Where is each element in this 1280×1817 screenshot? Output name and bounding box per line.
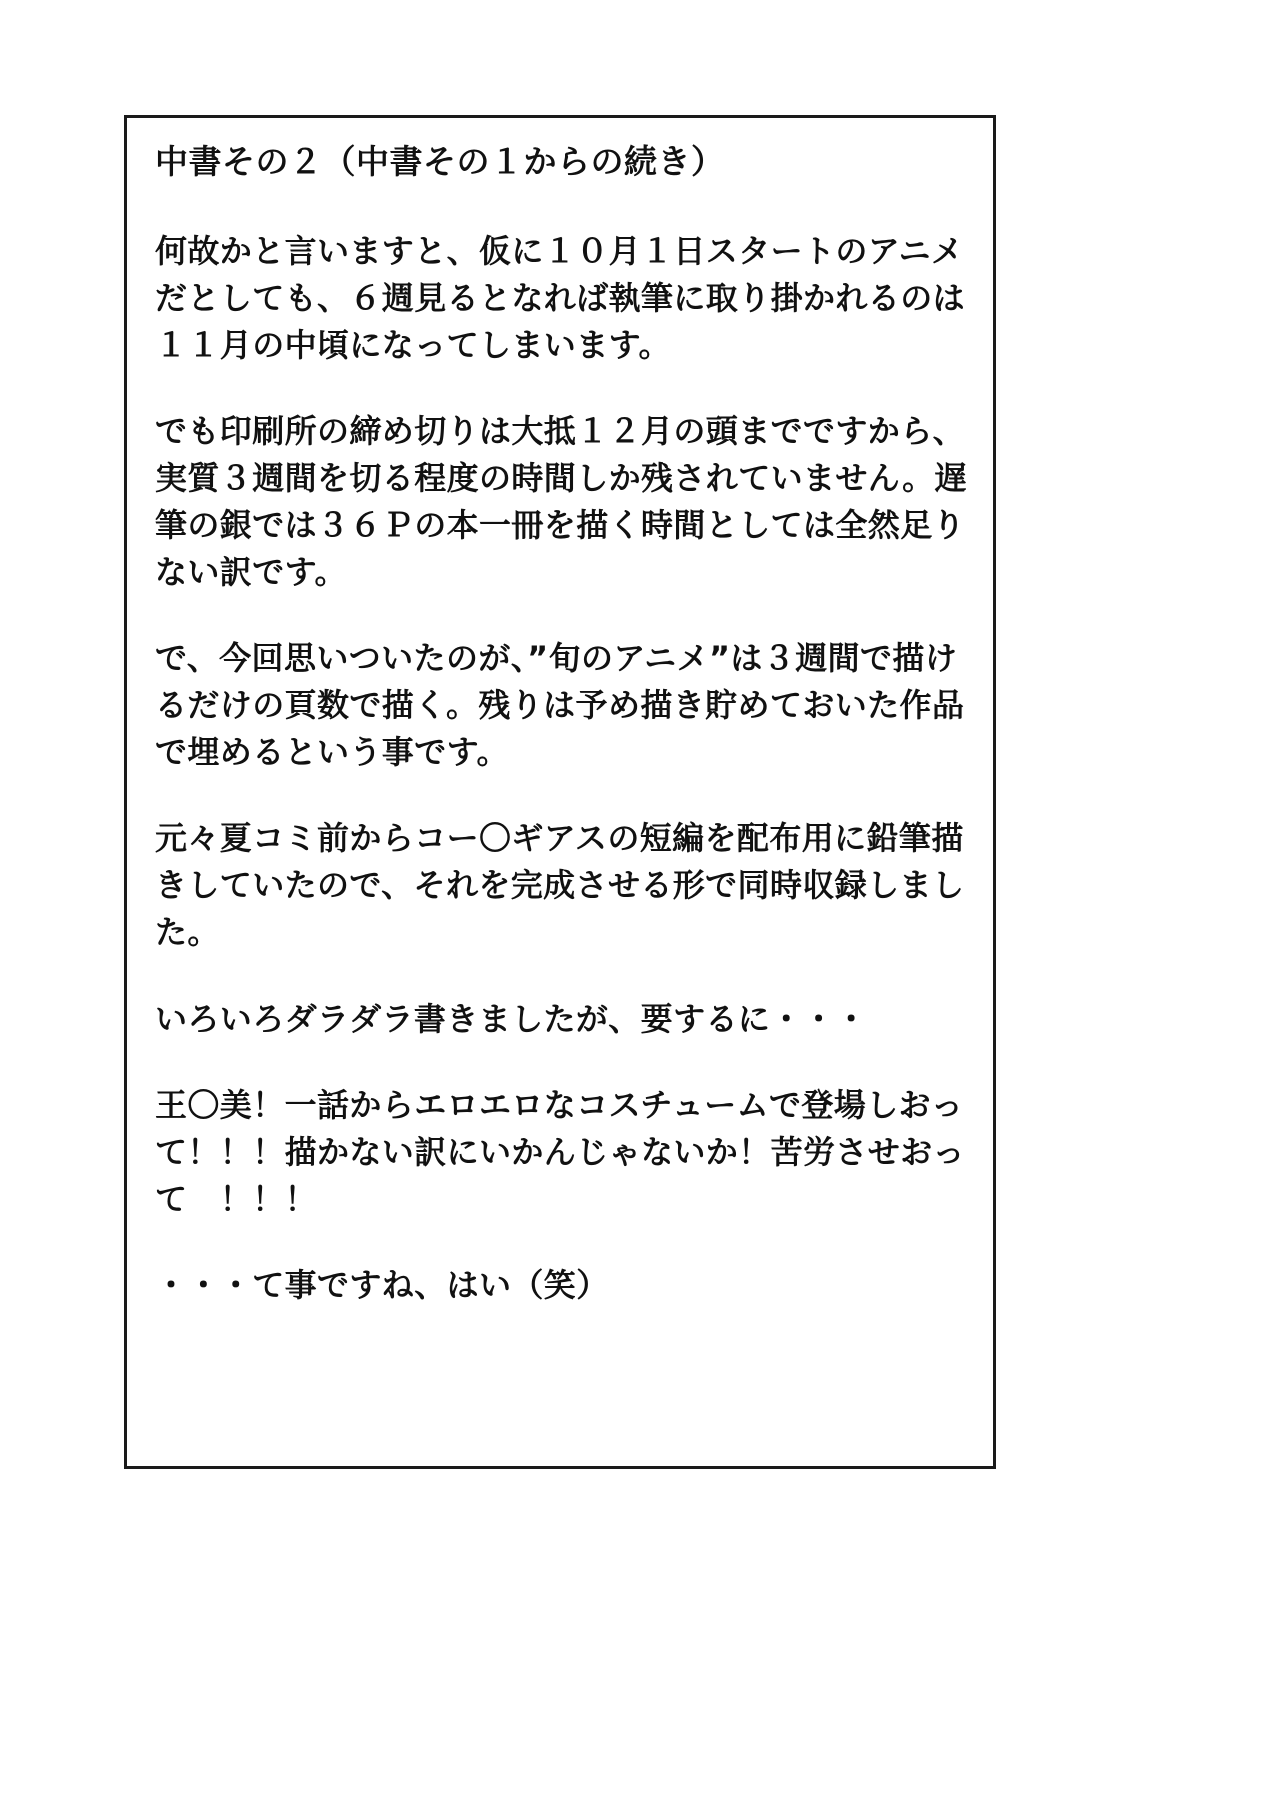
afterword-text-box bbox=[124, 115, 996, 1469]
paragraph: 元々夏コミ前からコー〇ギアスの短編を配布用に鉛筆描きしていたので、それを完成させる形で同時収録しました。 bbox=[155, 819, 965, 951]
paragraph: 何故かと言いますと、仮に１０月１日スタートのアニメだとしても、６週見るとなれば執筆に取り掛かれるのは１１月の中頃になってしまいます。 bbox=[155, 232, 966, 364]
page-title: 中書その２（中書その１からの続き） bbox=[155, 142, 725, 181]
paragraph: いろいろダラダラ書きましたが、要するに・・・ bbox=[155, 999, 868, 1038]
paragraph: でも印刷所の締め切りは大抵１２月の頭までですから、実質３週間を切る程度の時間しか残されていません。遅筆の銀では３６Ｐの本一冊を描く時間としては全然足りない訳です。 bbox=[155, 412, 967, 591]
paragraph: ・・・て事ですね、はい（笑） bbox=[155, 1266, 609, 1305]
paragraph: で、今回思いついたのが、”旬のアニメ”は３週間で描けるだけの頁数で描く。残りは予め描き貯めておいた作品で埋めるという事です。 bbox=[155, 639, 965, 771]
paragraph: 王〇美！一話からエロエロなコスチュームで登場しおって！！！描かない訳にいかんじゃないか！苦労させおって ！！！ bbox=[155, 1086, 966, 1218]
afterword-content bbox=[155, 140, 971, 1309]
